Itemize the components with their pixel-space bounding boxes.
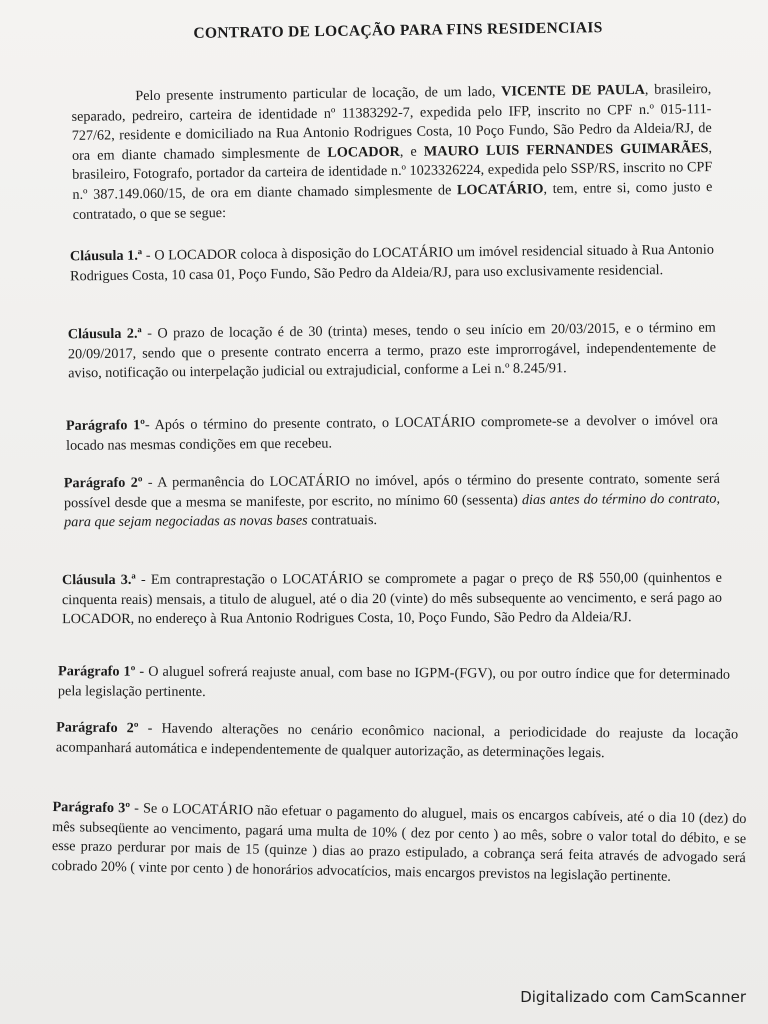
paragrafo-1-text: - Após o término do presente contrato, o LOCATÁRIO compromete-se a devolver o imóvel ora locado nas mesmas condições em que recebeu.: [66, 412, 718, 454]
paragrafo-3-1-label: Parágrafo 1º: [58, 663, 136, 680]
document-title: CONTRATO DE LOCAÇÃO PARA FINS RESIDENCIAIS: [193, 19, 603, 42]
clausula-1: [70, 241, 714, 287]
camscanner-watermark: Digitalizado com CamScanner: [520, 988, 746, 1006]
paragrafo-1-label: Parágrafo 1º: [65, 417, 146, 434]
party-locatario-name: MAURO LUIS FERNANDES GUIMARÃES: [423, 139, 709, 160]
clausula-3-text: - Em contraprestação o LOCATÁRIO se compromete a pagar o preço de R$ 550,00 (quinhentos e cinquenta reais) mensais, a titulo de aluguel, até o dia 20 (vinte) do mês subsequente ao vencimento, e será pago ao LOCADOR, no endereço à Rua Antonio Rodrigues Costa, 10, Poço Fundo, São Pedro da Aldeia/RJ.: [61, 569, 723, 628]
paragrafo-3-3-label: Parágrafo 3º: [52, 798, 131, 817]
paragrafo-2-text-2: contratuais.: [307, 512, 378, 529]
paragrafo-2-italic: dias antes do término do contrato, para que sejam negociadas as novas bases: [64, 490, 721, 531]
locatario-term: LOCATÁRIO: [456, 181, 544, 199]
locador-term: LOCADOR: [327, 143, 400, 161]
paragrafo-3-2: [56, 718, 738, 764]
paragrafo-2-label: Parágrafo 2º: [63, 474, 143, 492]
paragrafo-3-3-text: - Se o LOCATÁRIO não efetuar o pagamento do aluguel, mais os encargos cabíveis, até o dia 10 (dez) do mês subseqüente ao vencimento, pagará uma multa de 10% ( dez por cento ) ao mês, sobre o valor total do débito, e se esse prazo perdurar por mais de 15 (quinze ) dias ao prazo estipulado, a cobrança será feita através de advogado será cobrado 20% ( vinte por cento ) de honorários advocatícios, mais encargos previstos na legislação pertinente.: [51, 800, 747, 885]
clausula-1-label: Cláusula 1.ª: [69, 247, 143, 265]
paragrafo-3-3: [51, 798, 746, 888]
paragrafo-3-1: [58, 662, 730, 705]
paragrafo-2: [64, 470, 720, 533]
intro-text-5: , tem, entre si, como justo e contratado, o que se segue:: [72, 179, 713, 223]
clausula-3-label: Cláusula 3.ª: [61, 571, 136, 589]
intro-paragraph: [71, 80, 713, 225]
clausula-3: [62, 569, 722, 630]
clausula-2-label: Cláusula 2.ª: [67, 325, 142, 343]
paragrafo-3-1-text: - O aluguel sofrerá reajuste anual, com base no IGPM-(FGV), ou por outro índice que for determinado pela legislação pertinente.: [57, 663, 731, 700]
clausula-2-text: - O prazo de locação é de 30 (trinta) meses, tendo o seu início em 20/03/2015, e o término em 20/09/2017, sendo que o presente contrato encerra a termo, prazo este improrrogável, independentemente de aviso, notificação ou interpelação judicial ou extrajudicial, conforme a Lei n.º 8.245/91.: [67, 319, 717, 382]
clausula-1-text: - O LOCADOR coloca à disposição do LOCATÁRIO um imóvel residencial situado à Rua Antonio Rodrigues Costa, 10 casa 01, Poço Fundo, São Pedro da Aldeia/RJ, para uso exclusivamente residencial.: [70, 241, 714, 284]
intro-text-1: Pelo presente instrumento particular de locação, de um lado,: [135, 83, 502, 105]
intro-text-3: , e: [399, 143, 424, 160]
party-locador-name: VICENTE DE PAULA: [501, 81, 645, 100]
intro-text-2: , brasileiro, separado, pedreiro, carteira de identidade nº 11383292-7, expedida pelo IFP, inscrito no CPF n.º 015-111-727/62, residente e domiciliado na Rua Antonio Rodrigues Costa, 10 Poço Fundo, São Pedro da Aldeia/RJ, de ora em diante chamado simplesmente de: [71, 81, 712, 164]
paragrafo-2-text-1: - A permanência do LOCATÁRIO no imóvel, após o término do presente contrato, somente será possível desde que a mesma se manifeste, por escrito, no mínimo 60 (sessenta): [63, 470, 720, 511]
paragrafo-3-2-text: - Havendo alterações no cenário econômico nacional, a periodicidade do reajuste da locação acompanhará automática e independentemente de qualquer autorização, as determinações legais.: [55, 720, 739, 761]
paragrafo-1: [66, 411, 718, 456]
clausula-2: [68, 319, 717, 385]
paragrafo-3-2-label: Parágrafo 2º: [56, 719, 139, 737]
intro-text-4: , brasileiro, Fotografo, portador da carteira de identidade n.º 1023326224, expedida pelo SSP/RS, inscrito no CPF n.º 387.149.060/15, de ora em diante chamado simplesmente de: [72, 139, 713, 203]
